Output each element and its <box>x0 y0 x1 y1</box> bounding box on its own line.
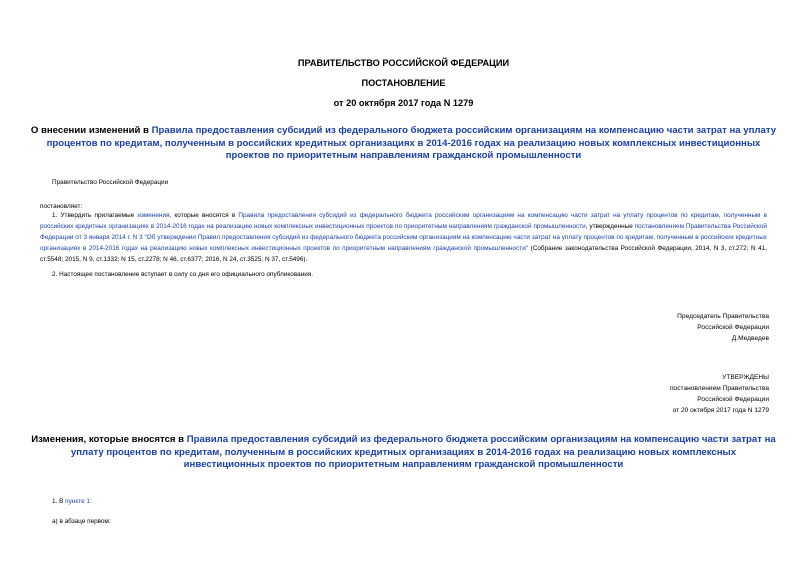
p1-text-d: (Собрание законодательства Российской Федерации, 2014, N 3, ст.272; N 41, ст.5548; 2015, N 9, ст.1332; N 15, ст.2278; N 46, ст.6377; 2016, N 24, ст.3525; N 37, ст.5496). <box>40 245 767 263</box>
signature-line-1: Председатель Правительства <box>677 313 769 320</box>
approved-line-1: УТВЕРЖДЕНЫ <box>722 374 769 381</box>
preamble: Правительство Российской Федерации <box>52 179 169 186</box>
item-2: а) в абзаце первом: <box>52 518 111 525</box>
item-1-link[interactable]: пункте 1 <box>65 498 90 505</box>
document-title <box>30 125 777 163</box>
resolution-link[interactable]: постановлением Правительства Российской Федерации от 3 января 2014 г. N 3 "Об утверждении Правил предоставления субсидий из федерального бюджета российским организациям на компенсацию части затрат на уплату процентов по кредитам, полученным в российских кредитных организациях в 2014-2016 годах на реализацию новых комплексных инвестиционных проектов по приоритетным направлениям гражданской промышленности" <box>40 223 767 252</box>
government-heading: ПРАВИТЕЛЬСТВО РОССИЙСКОЙ ФЕДЕРАЦИИ <box>297 58 510 68</box>
paragraph-1 <box>40 210 767 265</box>
document-date-number: от 20 октября 2017 года N 1279 <box>333 98 474 108</box>
signature-block <box>677 311 769 344</box>
document-type: ПОСТАНОВЛЕНИЕ <box>361 78 446 88</box>
paragraph-2: 2. Настоящее постановление вступает в силу со дня его официального опубликования. <box>52 271 314 278</box>
changes-link[interactable]: изменения <box>137 212 170 219</box>
title-prefix: О внесении изменений в <box>30 125 152 136</box>
resolves-text: постановляет: <box>40 203 83 210</box>
item-1 <box>52 496 779 507</box>
changes-title <box>30 434 777 472</box>
approved-block <box>670 372 769 416</box>
p1-text-a: 1. Утвердить прилагаемые <box>52 212 138 219</box>
title-rules-link[interactable]: Правила предоставления субсидий из федерального бюджета российским организациям на компенсацию части затрат на уплату процентов по кредитам, полученным в российских кредитных организациях в 2014-2016 годах на реализацию новых комплексных инвестиционных проектов по приоритетным направлениям гражданской промышленности <box>46 125 777 161</box>
approved-line-2: постановлением Правительства <box>669 385 769 392</box>
rules-link[interactable]: Правила предоставления субсидий из федерального бюджета российским организациям на компенсацию части затрат на уплату процентов по кредитам, полученным в российских кредитных организациях в 2014-2016 годах на реализацию новых комплексных инвестиционных проектов по приоритетным направлениям гражданской промышленности <box>40 212 768 230</box>
signature-line-2: Российской Федерации <box>697 324 769 331</box>
changes-title-prefix: Изменения, которые вносятся в <box>31 434 187 445</box>
approved-line-3: Российской Федерации <box>697 396 769 403</box>
p1-text-b: , которые вносятся в <box>169 212 239 219</box>
approved-line-4: от 20 октября 2017 года N 1279 <box>672 407 769 414</box>
item-1-text-a: 1. В <box>52 498 66 505</box>
p1-text-c: , утвержденные <box>585 223 635 230</box>
changes-title-rules-link[interactable]: Правила предоставления субсидий из федерального бюджета российским организациям на компенсацию части затрат на уплату процентов по кредитам, полученным в российских кредитных организациях в 2014-2016 годах на реализацию новых комплексных инвестиционных проектов по приоритетным направлениям гражданской промышленности <box>70 434 776 470</box>
signature-line-3: Д.Медведев <box>731 335 769 342</box>
item-1-text-b: : <box>89 498 92 505</box>
